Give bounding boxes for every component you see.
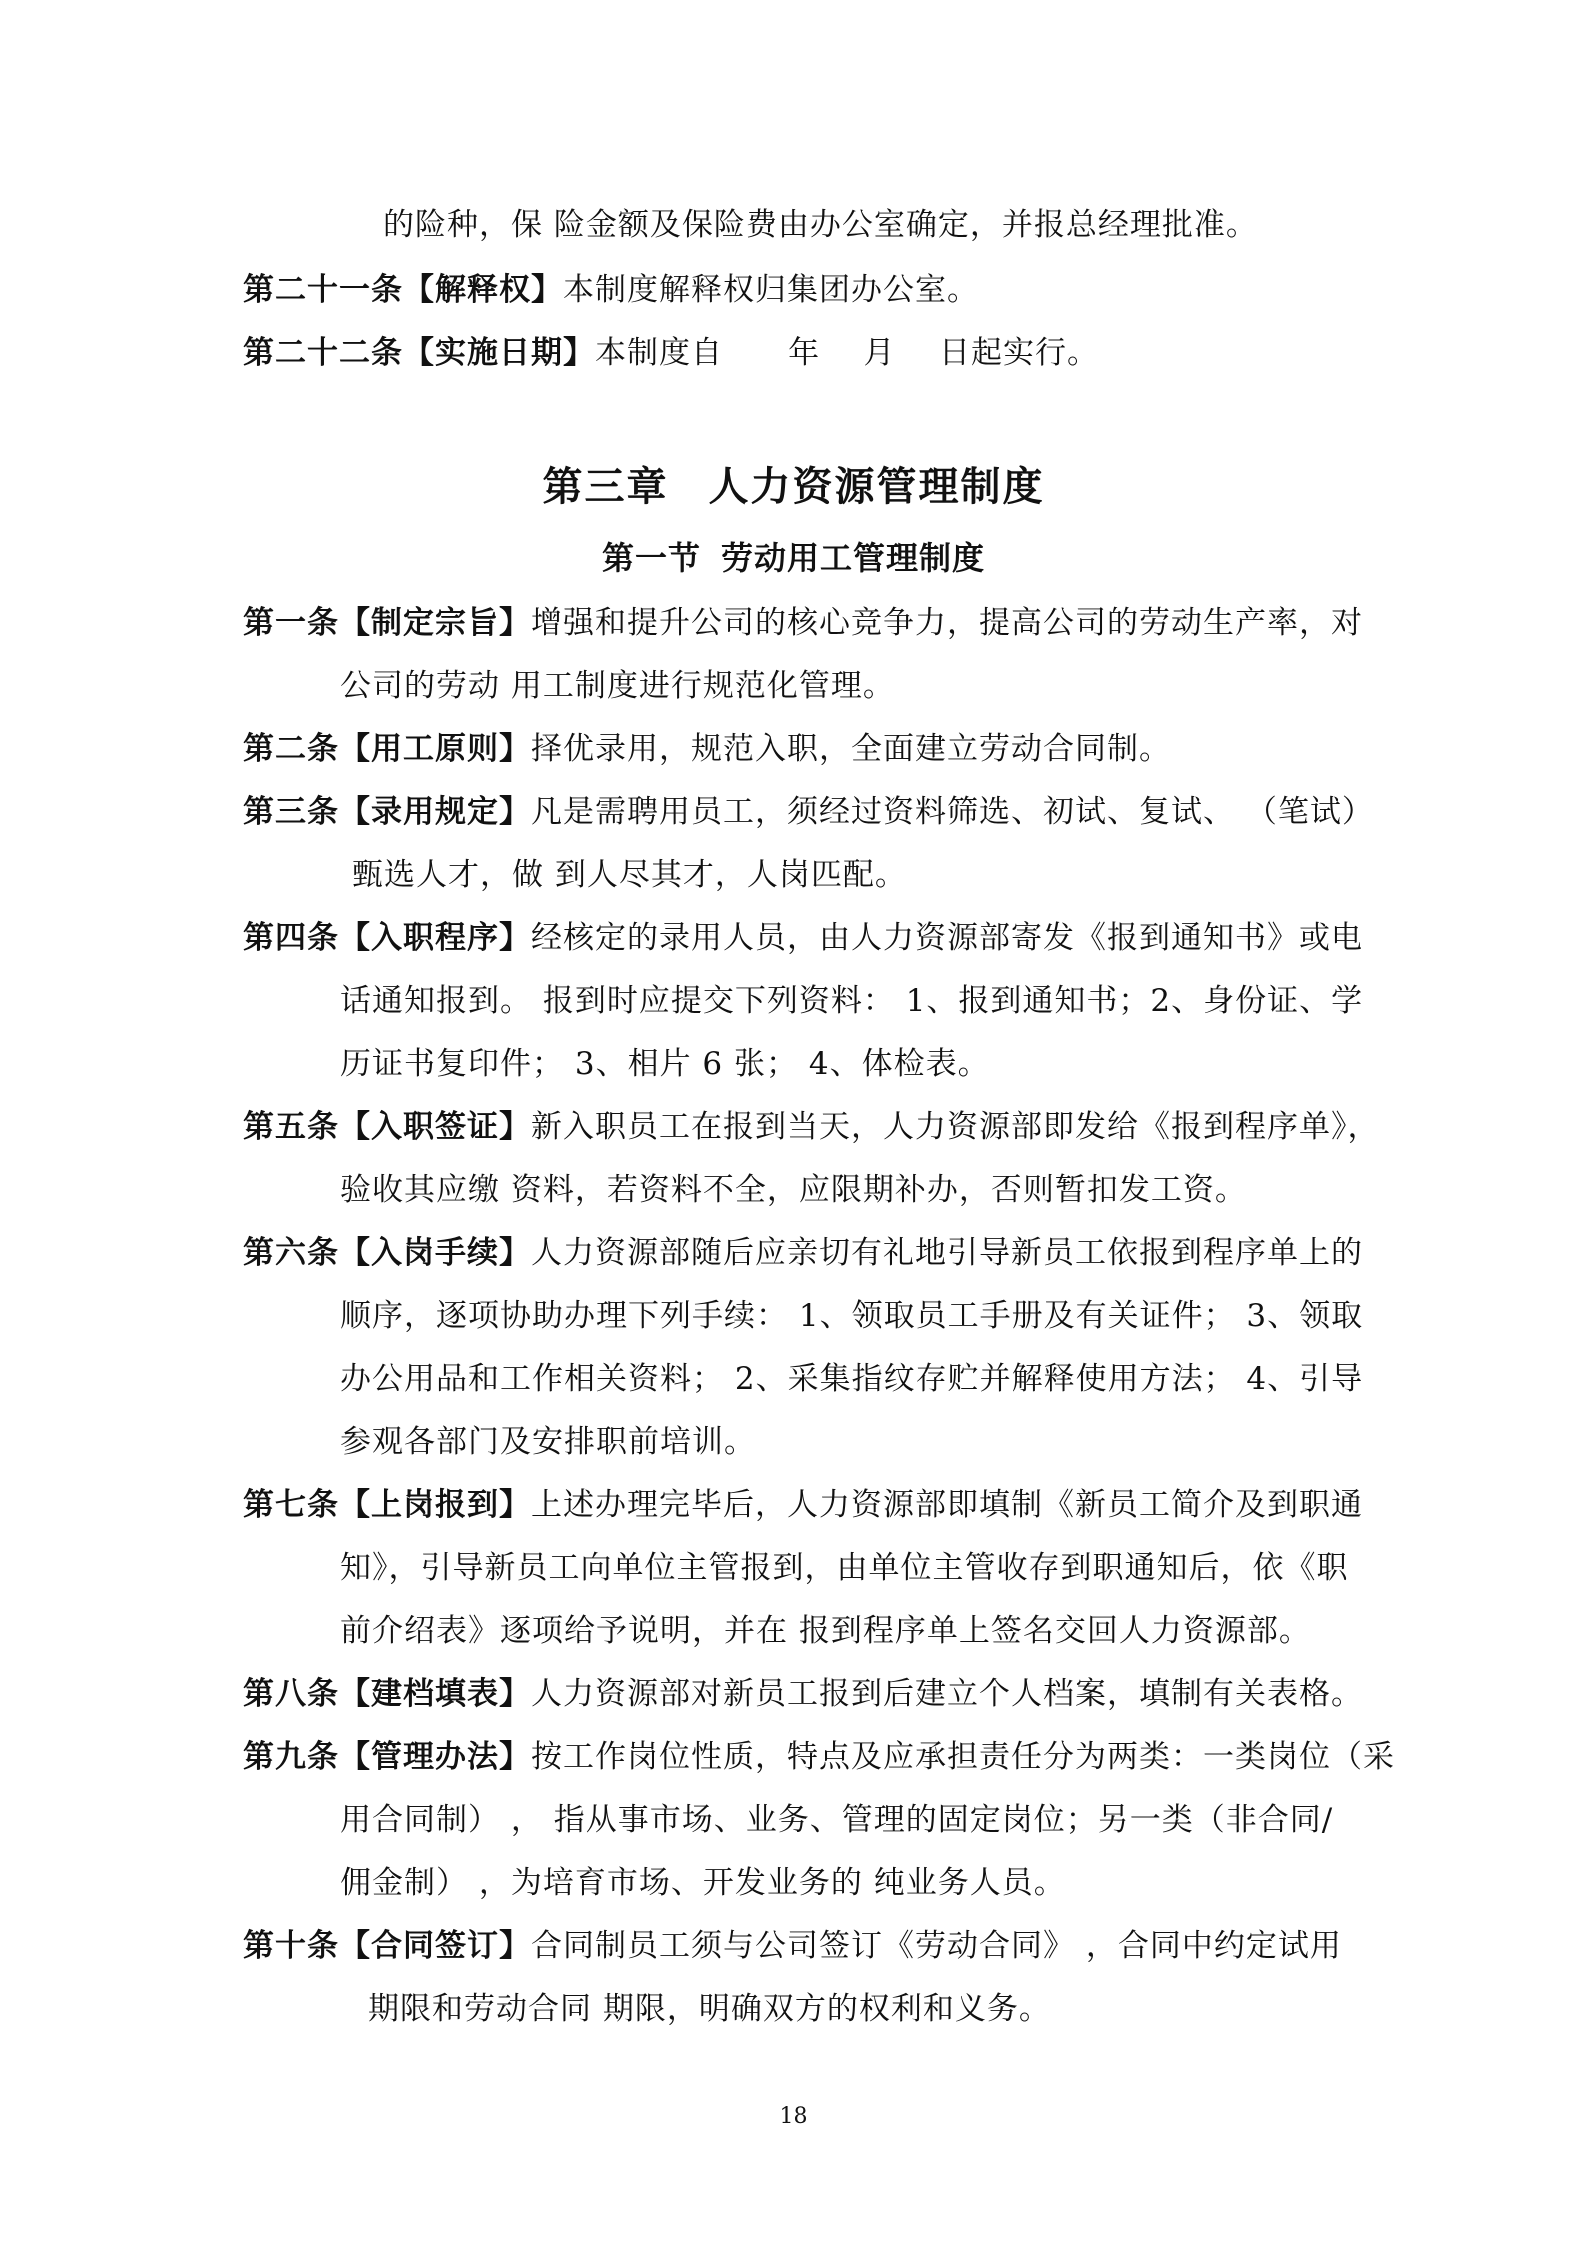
article-9-line-2: 用合同制） ， 指从事市场、业务、管理的固定岗位；另一类（非合同/: [340, 1802, 1334, 1838]
article-text: 新入职员工在报到当天，人力资源部即发给《报到程序单》，: [531, 1109, 1380, 1145]
article-10-line-2: 期限和劳动合同 期限，明确双方的权利和义务。: [368, 1991, 1051, 2027]
article-heading: 【解释权】: [403, 272, 563, 308]
section-number: 第一节: [601, 539, 701, 577]
article-6-line-2: 顺序，逐项协助办理下列手续： 1、领取员工手册及有关证件； 3、领取: [340, 1298, 1364, 1334]
section-title: 劳动用工管理制度: [721, 539, 986, 577]
article-4-line-2: 话通知报到。 报到时应提交下列资料： 1、报到通知书；2、身份证、学: [340, 983, 1364, 1019]
article-heading: 【录用规定】: [339, 794, 531, 830]
article-heading: 【入岗手续】: [339, 1235, 531, 1271]
article-text: 人力资源部对新员工报到后建立个人档案，填制有关表格。: [531, 1676, 1363, 1712]
article-text: 上述办理完毕后，人力资源部即填制《新员工简介及到职通: [531, 1487, 1363, 1523]
article-6-line-3: 办公用品和工作相关资料； 2、采集指纹存贮并解释使用方法； 4、引导: [340, 1361, 1364, 1397]
previous-article-continuation: 的险种，保 险金额及保险费由办公室确定，并报总经理批准。: [383, 207, 1258, 243]
article-heading: 【入职程序】: [339, 920, 531, 956]
article-number: 第一条: [243, 605, 339, 641]
article-heading: 【实施日期】: [403, 335, 595, 371]
chapter-title: 人力资源管理制度: [708, 463, 1045, 510]
article-6-line-4: 参观各部门及安排职前培训。: [340, 1424, 756, 1460]
article-heading: 【合同签订】: [339, 1928, 531, 1964]
article-heading: 【管理办法】: [339, 1739, 531, 1775]
article-1-line-2: 公司的劳动 用工制度进行规范化管理。: [340, 668, 895, 704]
article-7: [243, 1485, 1363, 1525]
article-2: [243, 729, 1171, 769]
article-9: [243, 1737, 1395, 1777]
page-number: 18: [779, 2104, 808, 2129]
article-number: 第八条: [243, 1676, 339, 1712]
article-heading: 【建档填表】: [339, 1676, 531, 1712]
section-heading: [0, 537, 1587, 579]
article-4-line-3: 历证书复印件； 3、相片 6 张； 4、体检表。: [340, 1046, 990, 1082]
article-text: 合同制员工须与公司签订《劳动合同》 ，合同中约定试用: [531, 1928, 1342, 1964]
article-number: 第二条: [243, 731, 339, 767]
article-number: 第二十一条: [243, 272, 403, 308]
article-3: [243, 792, 1374, 832]
article-text: 按工作岗位性质，特点及应承担责任分为两类：一类岗位（采: [531, 1739, 1395, 1775]
article-text: 本制度自 年 月 日起实行。: [595, 335, 1099, 371]
article-number: 第七条: [243, 1487, 339, 1523]
article-5-line-2: 验收其应缴 资料，若资料不全，应限期补办，否则暂扣发工资。: [340, 1172, 1247, 1208]
article-8: [243, 1674, 1363, 1714]
article-heading: 【入职签证】: [339, 1109, 531, 1145]
chapter-heading: [0, 462, 1587, 512]
article-5: [243, 1107, 1380, 1147]
article-number: 第五条: [243, 1109, 339, 1145]
article-text: 本制度解释权归集团办公室。: [563, 272, 979, 308]
article-heading: 【上岗报到】: [339, 1487, 531, 1523]
article-text: 凡是需聘用员工，须经过资料筛选、初试、复试、 （笔试）: [531, 794, 1374, 830]
article-3-line-2: 甄选人才，做 到人尽其才，人岗匹配。: [352, 857, 907, 893]
article-6: [243, 1233, 1363, 1273]
article-1: [243, 603, 1363, 643]
article-number: 第九条: [243, 1739, 339, 1775]
article-4: [243, 918, 1363, 958]
article-text: 择优录用，规范入职，全面建立劳动合同制。: [531, 731, 1171, 767]
article-number: 第十条: [243, 1928, 339, 1964]
article-text: 经核定的录用人员，由人力资源部寄发《报到通知书》或电: [531, 920, 1363, 956]
article-heading: 【制定宗旨】: [339, 605, 531, 641]
article-7-line-2: 知》，引导新员工向单位主管报到，由单位主管收存到职通知后，依《职: [340, 1550, 1349, 1586]
article-10: [243, 1926, 1342, 1966]
article-text: 增强和提升公司的核心竞争力，提高公司的劳动生产率，对: [531, 605, 1363, 641]
article-number: 第二十二条: [243, 335, 403, 371]
article-7-line-3: 前介绍表》逐项给予说明，并在 报到程序单上签名交回人力资源部。: [340, 1613, 1311, 1649]
article-number: 第六条: [243, 1235, 339, 1271]
chapter-number: 第三章: [542, 463, 669, 510]
article-21: [243, 270, 979, 310]
article-number: 第四条: [243, 920, 339, 956]
article-9-line-3: 佣金制） ，为培育市场、开发业务的 纯业务人员。: [340, 1865, 1066, 1901]
article-text: 人力资源部随后应亲切有礼地引导新员工依报到程序单上的: [531, 1235, 1363, 1271]
article-number: 第三条: [243, 794, 339, 830]
article-heading: 【用工原则】: [339, 731, 531, 767]
article-22: [243, 333, 1099, 373]
